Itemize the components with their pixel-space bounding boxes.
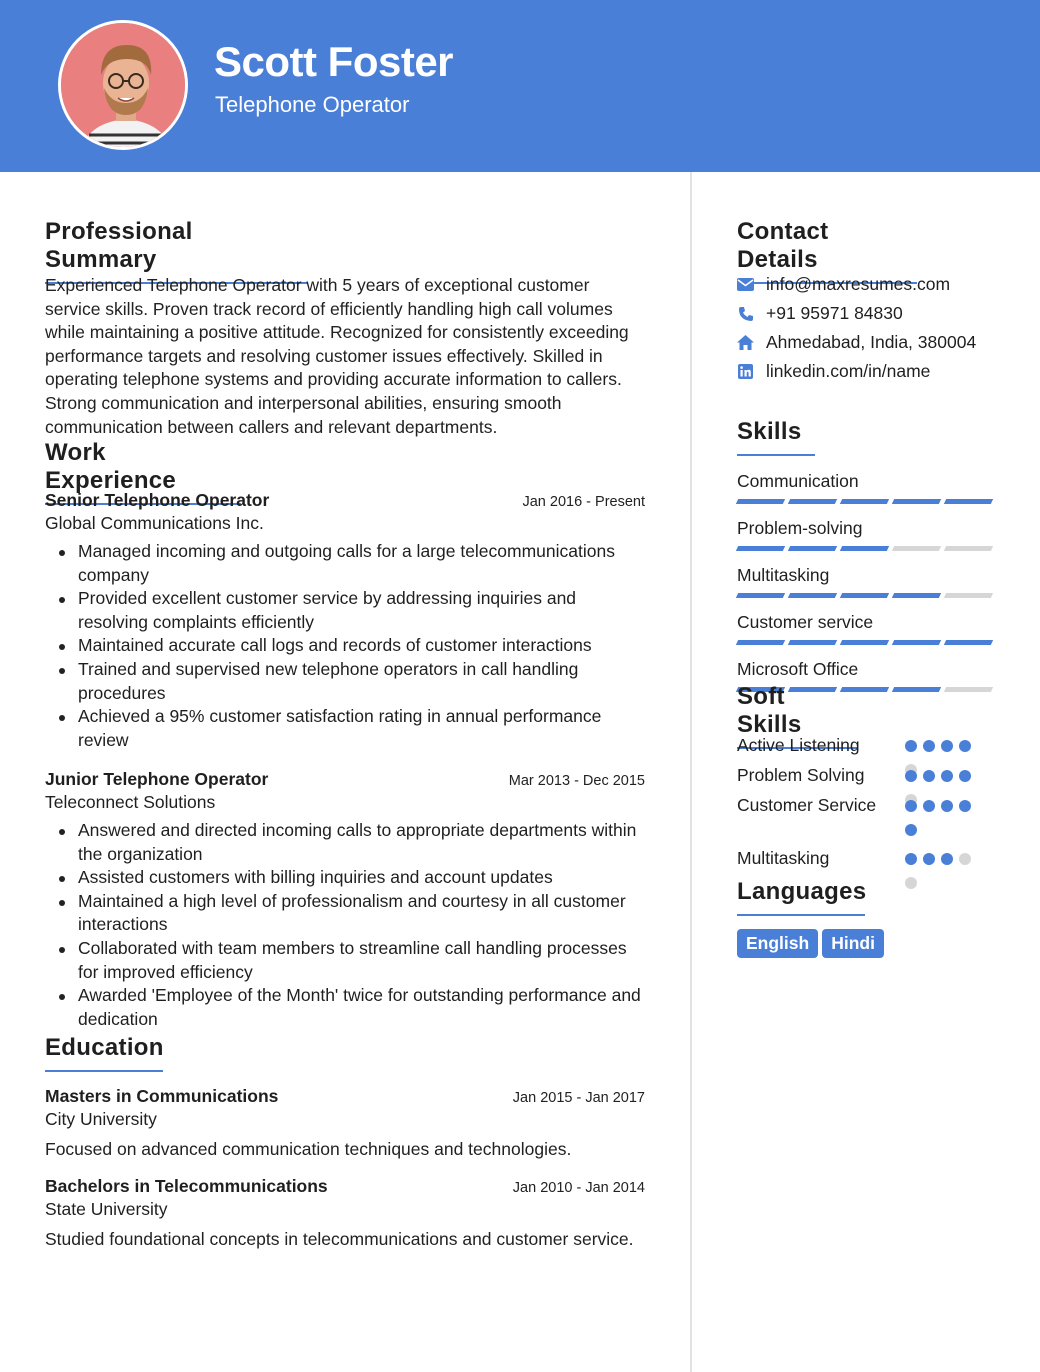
list-item: Maintained a high level of professionalism and courtesy in all customer interactions [45,890,645,937]
skill-item [737,611,997,645]
languages-section [737,878,865,916]
skill-item [737,564,997,598]
job-org: Global Communications Inc. [45,513,264,533]
list-item: Awarded 'Employee of the Month' twice for outstanding performance and dedication [45,984,645,1031]
rating-dot [923,800,935,812]
section-title-education: Education [45,1034,163,1072]
rating-dot [941,770,953,782]
rating-dot [941,853,953,865]
skill-level-segment [840,593,889,598]
rating-dot [959,800,971,812]
list-item: Achieved a 95% customer satisfaction rating in annual performance review [45,705,645,752]
skill-level-segment [944,499,993,504]
skill-level-segment [944,687,993,692]
skills-section [737,418,815,456]
skill-level-segment [892,593,941,598]
rating-dot [923,853,935,865]
skill-item [737,470,997,504]
resume-header [0,0,1040,172]
soft-skill-name: Customer Service [737,795,877,815]
contact-phone[interactable] [737,299,997,328]
rating-dot [959,853,971,865]
skill-level-segment [840,640,889,645]
rating-dot [959,740,971,752]
list-item: Assisted customers with billing inquiries and account updates [45,866,645,890]
contact-linkedin[interactable] [737,357,997,386]
section-title-work: Work Experience [45,439,241,505]
skill-level-bar [737,546,997,551]
education-section [45,1034,163,1072]
skill-level-segment [736,499,785,504]
degree: Masters in Communications [45,1086,279,1106]
rating-dot [905,770,917,782]
soft-skills-list [737,734,997,894]
contact-text: +91 95971 84830 [766,303,903,323]
column-divider [690,172,692,1372]
skill-name: Multitasking [737,565,830,585]
home-icon [737,334,754,351]
contact-text: Ahmedabad, India, 380004 [766,332,977,352]
contact-text: linkedin.com/in/name [766,361,931,381]
section-title-summary: Professional Summary [45,218,307,284]
contact-text: info@maxresumes.com [766,274,951,294]
education-entry [45,1176,645,1252]
list-item: Managed incoming and outgoing calls for a large telecommunications company [45,540,645,587]
skill-name: Customer service [737,612,874,632]
school: State University [45,1199,168,1219]
job-bullets [45,819,645,1031]
job-org: Teleconnect Solutions [45,792,216,812]
job-dates: Jan 2016 - Present [522,494,645,510]
skill-level-bar [737,499,997,504]
job-entry [45,490,645,752]
soft-skill-rating [905,800,977,836]
skill-level-segment [892,640,941,645]
skill-level-segment [944,593,993,598]
skill-level-segment [892,546,941,551]
skill-level-segment [736,546,785,551]
candidate-name: Scott Foster [214,38,454,85]
skill-name: Communication [737,471,859,491]
soft-skill-item [737,794,997,817]
degree: Bachelors in Telecommunications [45,1176,328,1196]
list-item: Collaborated with team members to streamline call handling processes for improved efficiency [45,937,645,984]
skill-level-segment [788,640,837,645]
soft-skill-item [737,764,997,787]
job-role: Junior Telephone Operator [45,769,269,789]
soft-skill-name: Multitasking [737,848,830,868]
section-title-contact: Contact Details [737,218,917,284]
list-item: Trained and supervised new telephone operators in call handling procedures [45,658,645,705]
linkedin-icon [737,363,754,380]
rating-dot [923,770,935,782]
skill-level-bar [737,593,997,598]
skill-level-segment [840,499,889,504]
skill-level-segment [736,640,785,645]
soft-skill-rating [905,853,977,889]
job-dates: Mar 2013 - Dec 2015 [508,773,645,789]
list-item: Answered and directed incoming calls to appropriate departments within the organization [45,819,645,866]
summary-text: Experienced Telephone Operator with 5 years of exceptional customer service skills. Proven track record of efficiently handling high call volumes while maintaining a positive attitude. Recognized for consistently exceeding performance targets and resolving customer issues effectively. Skilled in operating telephone systems and providing accurate information to callers. Strong communication and interpersonal abilities, ensuring smooth communication between callers and relevant departments. [45,275,629,437]
rating-dot [905,853,917,865]
skill-name: Microsoft Office [737,659,859,679]
soft-skill-item [737,734,997,757]
rating-dot [959,770,971,782]
soft-skill-name: Problem Solving [737,765,865,785]
contact-address [737,328,997,357]
contact-list [737,270,997,386]
school: City University [45,1109,157,1129]
skill-item [737,517,997,551]
skill-level-bar [737,640,997,645]
education-dates: Jan 2015 - Jan 2017 [512,1090,645,1106]
job-role: Senior Telephone Operator [45,490,270,510]
education-entry [45,1086,645,1162]
soft-skill-name: Active Listening [737,735,860,755]
phone-icon [737,305,754,322]
rating-dot [905,740,917,752]
skill-name: Problem-solving [737,518,863,538]
profile-photo [58,20,188,150]
skills-list [737,470,997,705]
language-badge: Hindi [822,929,884,958]
rating-dot [905,824,917,836]
rating-dot [941,740,953,752]
rating-dot [905,800,917,812]
section-title-skills: Skills [737,418,815,456]
list-item: Provided excellent customer service by addressing inquiries and resolving complaints efficiently [45,587,645,634]
skill-level-segment [892,499,941,504]
contact-email[interactable] [737,270,997,299]
section-title-languages: Languages [737,878,865,916]
skill-level-segment [788,546,837,551]
skill-level-segment [788,593,837,598]
education-dates: Jan 2010 - Jan 2014 [512,1180,645,1196]
education-desc: Studied foundational concepts in telecommunications and customer service. [45,1229,634,1249]
skill-level-segment [892,687,941,692]
education-desc: Focused on advanced communication techniques and technologies. [45,1139,572,1159]
envelope-icon [737,276,754,293]
section-title-soft-skills: Soft Skills [737,683,857,749]
language-badge: English [737,929,818,958]
skill-level-segment [944,640,993,645]
skill-level-segment [840,546,889,551]
job-bullets [45,540,645,752]
job-entry [45,769,645,1031]
skill-level-segment [736,593,785,598]
soft-skill-item [737,847,997,870]
rating-dot [941,800,953,812]
candidate-title: Telephone Operator [215,92,410,117]
skill-level-segment [788,499,837,504]
list-item: Maintained accurate call logs and records of customer interactions [45,634,645,658]
skill-level-segment [944,546,993,551]
rating-dot [905,877,917,889]
rating-dot [923,740,935,752]
languages-list [737,929,888,958]
